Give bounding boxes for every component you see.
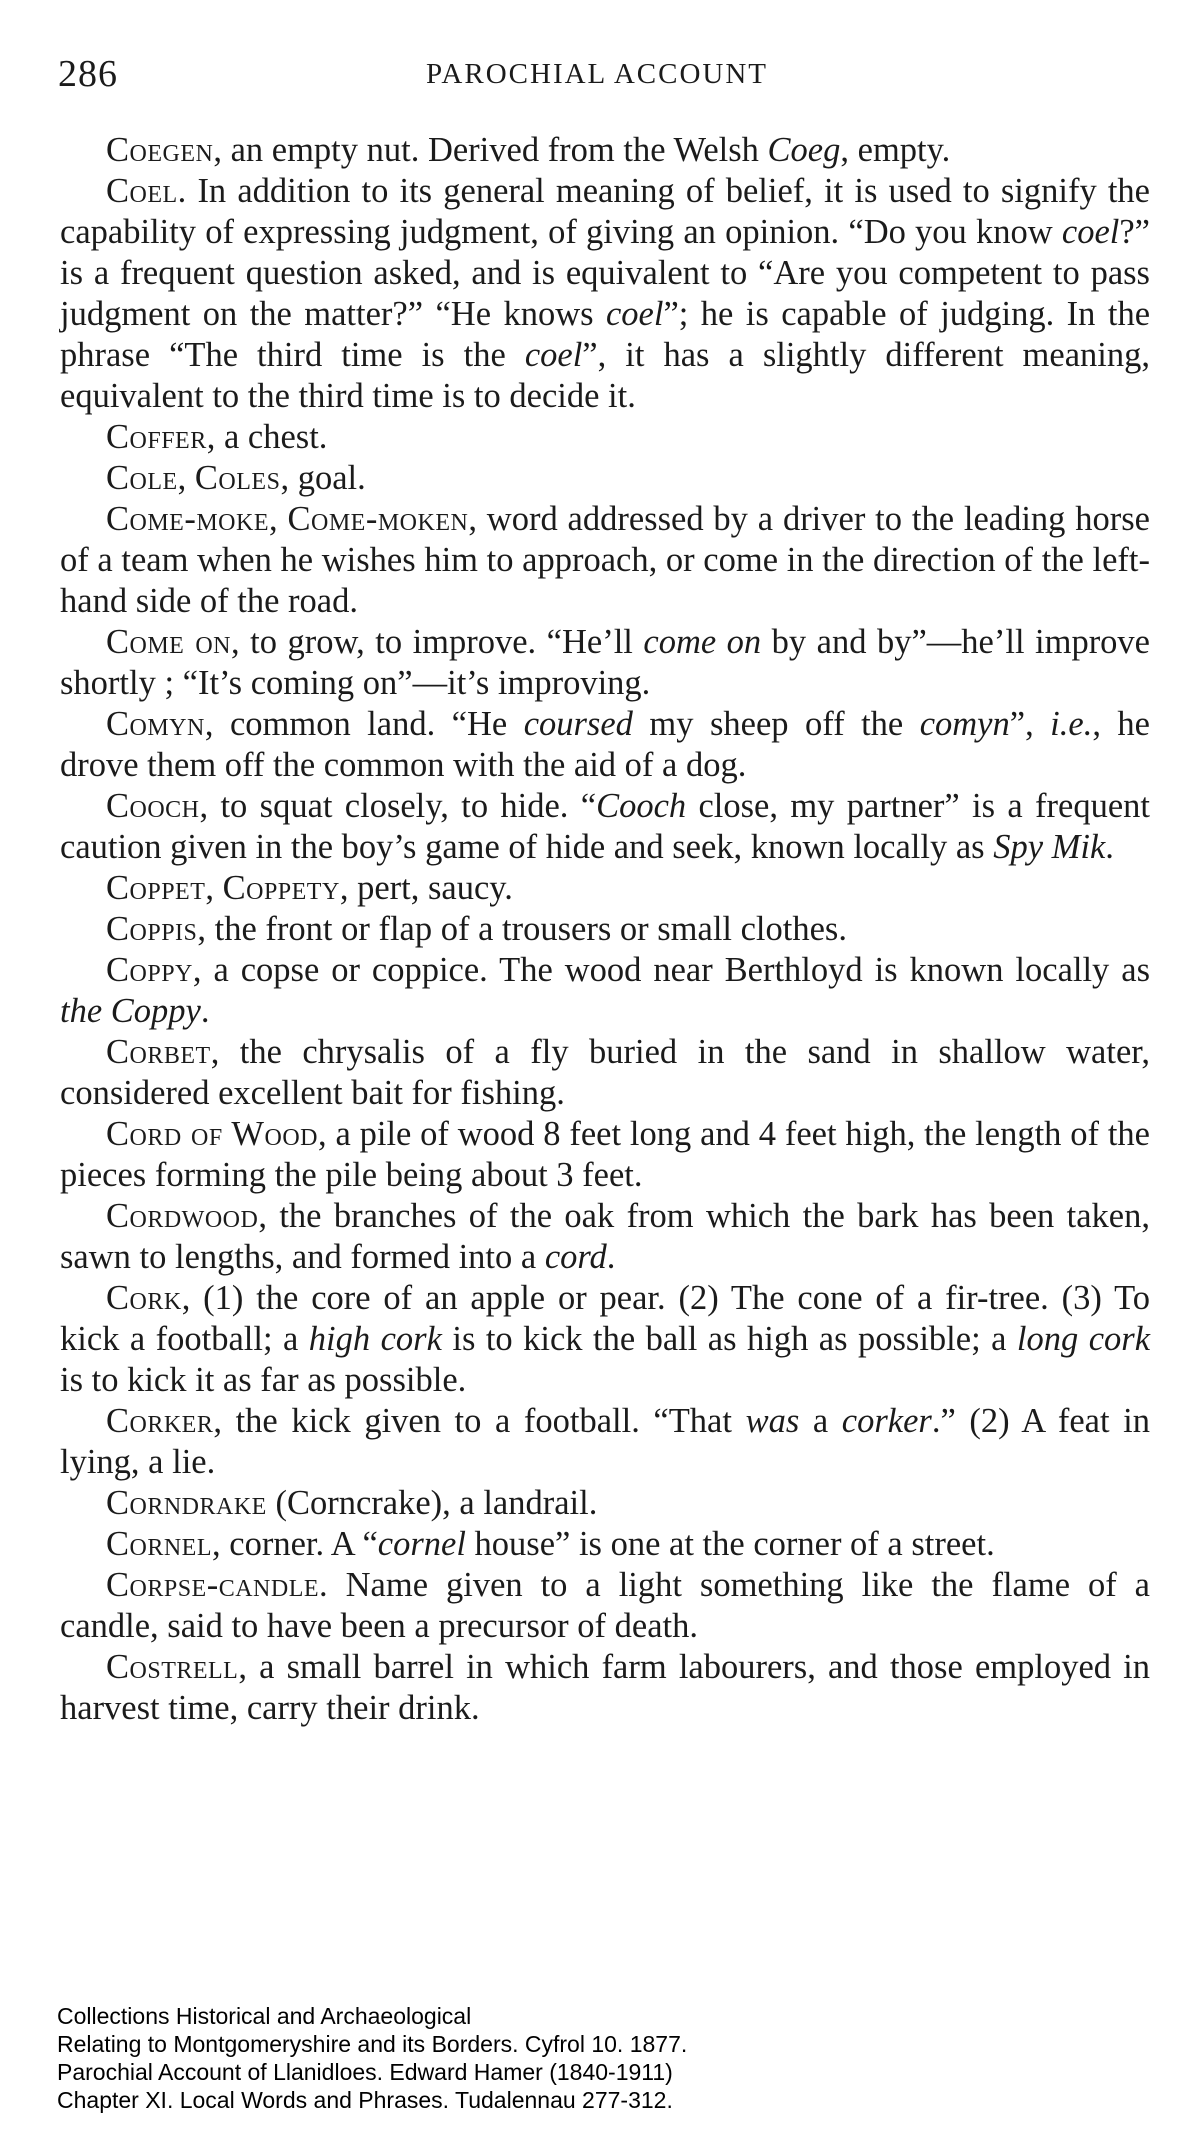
entry-text: ”; he is capable of judging. In the phrase “The third time is the — [60, 295, 1151, 374]
headword: Cornel — [106, 1525, 213, 1563]
entry-text: by and by”—he’ll improve shortly ; “It’s coming on”—it’s improving. — [60, 623, 1150, 702]
entry-text: , he drove them off the common with the aid of a dog. — [60, 705, 1150, 784]
headword: Cole — [106, 459, 178, 497]
glossary-entry — [60, 909, 1150, 950]
glossary-entry — [60, 1565, 1150, 1647]
headword: Cord of Wood — [106, 1115, 318, 1153]
entry-text: , — [205, 869, 223, 907]
headword: Corbet — [106, 1033, 211, 1071]
page-header — [58, 52, 1136, 96]
glossary-entry — [60, 1483, 1150, 1524]
italic-text: cord — [544, 1238, 607, 1276]
glossary-entry — [60, 1647, 1150, 1729]
glossary-entry — [60, 417, 1150, 458]
entry-text: , common land. “He — [204, 705, 524, 743]
headword: Coegen — [106, 131, 214, 169]
entry-text: , a pile of wood 8 feet long and 4 feet high, the length of the pieces forming the pile being about 3 feet. — [60, 1115, 1150, 1194]
citation-line: Parochial Account of Llanidloes. Edward Hamer (1840-1911) — [57, 2059, 673, 2085]
entry-text: , to squat closely, to hide. “ — [199, 787, 597, 825]
page-number: 286 — [58, 53, 118, 95]
entry-text: (Corncrake), a landrail. — [266, 1484, 598, 1522]
headword: Comyn — [106, 705, 205, 743]
entry-text: , a chest. — [206, 418, 328, 456]
entry-text: is to kick it as far as possible. — [60, 1361, 467, 1399]
entry-text: .” (2) A feat in lying, a lie. — [60, 1402, 1150, 1481]
entry-text: , corner. A “ — [212, 1525, 378, 1563]
glossary-entry — [60, 1196, 1150, 1278]
italic-text: corker — [841, 1402, 932, 1440]
headword: Come-moken — [287, 500, 469, 538]
glossary-entry — [60, 868, 1150, 909]
entry-text: ?” is a frequent question asked, and is equivalent to “Are you competent to pass judgment on the matter?” “He knows — [60, 213, 1150, 333]
entry-text: , — [269, 500, 288, 538]
entry-text: , the kick given to a football. “That — [213, 1402, 746, 1440]
glossary-entry — [60, 1032, 1150, 1114]
headword: Come on — [106, 623, 232, 661]
headword: Coppet — [106, 869, 206, 907]
glossary-entry — [60, 130, 1150, 171]
headword: Corker — [106, 1402, 214, 1440]
glossary-entry — [60, 458, 1150, 499]
entry-text: . — [1105, 828, 1114, 866]
entry-text: , to grow, to improve. “He’ll — [231, 623, 644, 661]
italic-text: cornel — [377, 1525, 466, 1563]
italic-text: Spy Mik — [993, 828, 1106, 866]
entry-text: a — [799, 1402, 842, 1440]
entry-text: close, my partner” is a frequent caution given in the boy’s game of hide and seek, known locally as — [60, 787, 1150, 866]
glossary-entry — [60, 704, 1150, 786]
entry-text: . — [200, 992, 210, 1030]
italic-text: Cooch — [596, 787, 687, 825]
headword: Corpse-candle — [106, 1566, 320, 1604]
entry-text: , (1) the core of an apple or pear. (2) The cone of a fir-tree. (3) To kick a football; a — [60, 1279, 1150, 1358]
italic-text: comyn — [919, 705, 1010, 743]
headword: Cork — [106, 1279, 182, 1317]
italic-text: Coeg — [767, 131, 841, 169]
citation-line: Relating to Montgomeryshire and its Borders. Cyfrol 10. 1877. — [57, 2031, 688, 2057]
citation-line: Chapter XI. Local Words and Phrases. Tudalennau 277-312. — [57, 2087, 673, 2113]
entry-text: , the chrysalis of a fly buried in the sand in shallow water, considered excellent bait for fishing. — [60, 1033, 1150, 1112]
entry-text: , pert, saucy. — [339, 869, 513, 907]
glossary-entry — [60, 786, 1150, 868]
italic-text: high cork — [308, 1320, 442, 1358]
entry-text: , a small barrel in which farm labourers, and those employed in harvest time, carry their drink. — [60, 1648, 1150, 1727]
entry-text: , an empty nut. Derived from the Welsh — [213, 131, 768, 169]
entry-text: . — [606, 1238, 616, 1276]
entry-text: , the front or flap of a trousers or small clothes. — [197, 910, 847, 948]
italic-text: the Coppy — [60, 992, 201, 1030]
glossary-entry — [60, 171, 1150, 417]
entry-text: , word addressed by a driver to the leading horse of a team when he wishes him to approach, or come in the direction of the left-hand side of the road. — [60, 500, 1150, 620]
glossary-entry — [60, 1524, 1150, 1565]
headword: Coffer — [106, 418, 207, 456]
headword: Coppis — [106, 910, 198, 948]
entry-text: is to kick the ball as high as possible; a — [441, 1320, 1017, 1358]
entry-text: house” is one at the corner of a street. — [465, 1525, 995, 1563]
entry-text: ”, — [1009, 705, 1051, 743]
citation-line: Collections Historical and Archaeological — [57, 2003, 472, 2029]
headword: Corndrake — [106, 1484, 267, 1522]
entry-text: my sheep off the — [632, 705, 920, 743]
glossary-body — [60, 130, 1150, 1729]
entry-text: ”, it has a slightly different meaning, equivalent to the third time is to decide it. — [60, 336, 1150, 415]
glossary-entry — [60, 1401, 1150, 1483]
running-head: PAROCHIAL ACCOUNT — [425, 58, 769, 90]
headword: Coles — [194, 459, 281, 497]
entry-text: , a copse or coppice. The wood near Berthloyd is known locally as — [192, 951, 1150, 989]
italic-text: coel — [524, 336, 583, 374]
entry-text: . Name given to a light something like the flame of a candle, said to have been a precursor of death. — [60, 1566, 1150, 1645]
entry-text: , goal. — [280, 459, 366, 497]
glossary-entry — [60, 1114, 1150, 1196]
glossary-entry — [60, 622, 1150, 704]
glossary-entry — [60, 499, 1150, 622]
citation-footer — [57, 2002, 687, 2114]
italic-text: long cork — [1016, 1320, 1151, 1358]
italic-text: coel — [1061, 213, 1120, 251]
headword: Coppety — [222, 869, 340, 907]
headword: Coppy — [106, 951, 193, 989]
headword: Cooch — [106, 787, 200, 825]
headword: Cordwood — [106, 1197, 259, 1235]
entry-text: , the branches of the oak from which the bark has been taken, sawn to lengths, and formed into a — [60, 1197, 1150, 1276]
italic-text: coel — [605, 295, 664, 333]
headword: Come-moke — [106, 500, 269, 538]
italic-text: come on — [643, 623, 762, 661]
italic-text: was — [745, 1402, 800, 1440]
glossary-entry — [60, 950, 1150, 1032]
headword: Costrell — [106, 1648, 239, 1686]
italic-text: coursed — [523, 705, 633, 743]
headword: Coel — [106, 172, 178, 210]
entry-text: , — [177, 459, 195, 497]
entry-text: . In addition to its general meaning of belief, it is used to signify the capability of expressing judgment, of giving an opinion. “Do you know — [60, 172, 1150, 251]
entry-text: , empty. — [840, 131, 951, 169]
glossary-entry — [60, 1278, 1150, 1401]
italic-text: i.e. — [1050, 705, 1093, 743]
